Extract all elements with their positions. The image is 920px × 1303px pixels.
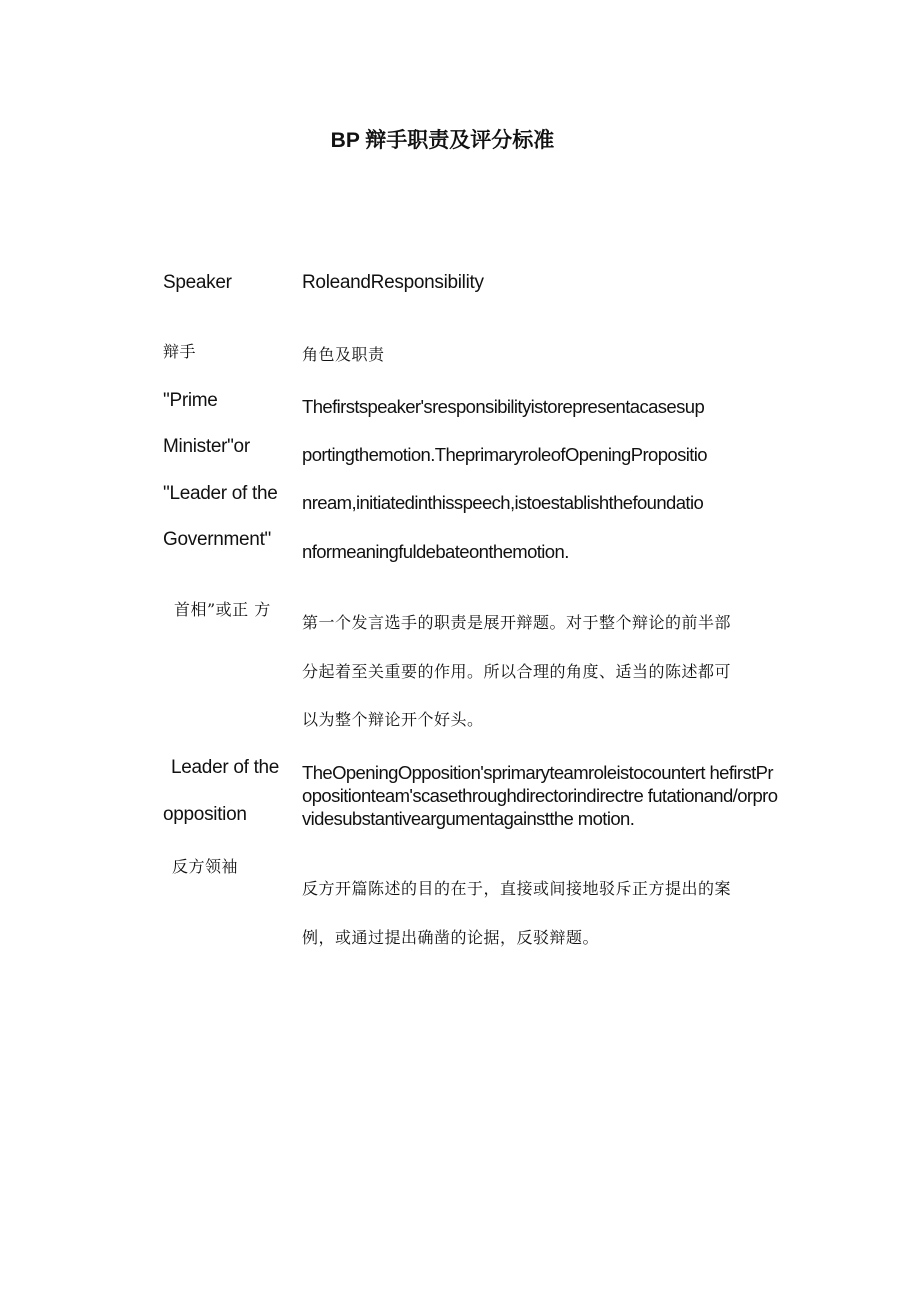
row2-role-en: TheOpeningOpposition'sprimaryteamroleistocountert hefirstPropositionteam'scasethroughdirectorindirectre futationand/orprovidesubstantiveargumentagainstthe motion. bbox=[302, 762, 778, 829]
row1-role-cn-line-2: 分起着至关重要的作用。所以合理的角度、适当的陈述都可 bbox=[302, 662, 732, 681]
row1-role-en-line-3: nream,initiatedinthisspeech,istoestablishthefoundatio bbox=[302, 492, 704, 513]
row2-role-cn-line-1: 反方开篇陈述的目的在于，直接或间接地驳斥正方提出的案 bbox=[302, 879, 732, 898]
row1-role-en-line-1: Thefirstspeaker'sresponsibilityistorepresentacasesup bbox=[302, 396, 705, 417]
row2-speaker-en-line-1: Leader of the bbox=[171, 757, 280, 778]
row2-role-cn-line-2: 例，或通过提出确凿的论据，反驳辩题。 bbox=[302, 928, 600, 947]
row1-speaker-cn: 首相”或正 方 bbox=[174, 600, 271, 619]
header-role-cn: 角色及职责 bbox=[302, 345, 385, 364]
row1-role-en-line-4: nformeaningfuldebateonthemotion. bbox=[302, 541, 569, 562]
document-title: BP 辩手职责及评分标准 bbox=[330, 129, 555, 152]
row1-speaker-en-line-2: Minister"or bbox=[163, 436, 250, 457]
row1-role-en-line-2: portingthemotion.TheprimaryroleofOpeningPropositio bbox=[302, 444, 707, 465]
row1-speaker-en-line-1: "Prime bbox=[163, 390, 218, 411]
row1-speaker-en-line-4: Government" bbox=[163, 529, 271, 550]
row1-role-cn-line-3: 以为整个辩论开个好头。 bbox=[302, 710, 484, 729]
header-speaker-cn: 辩手 bbox=[163, 342, 197, 361]
row1-speaker-en-line-3: "Leader of the bbox=[163, 483, 278, 504]
header-speaker-en: Speaker bbox=[163, 272, 232, 293]
row2-speaker-en-line-2: opposition bbox=[163, 804, 247, 825]
row2-speaker-cn: 反方领袖 bbox=[172, 857, 239, 876]
header-role-en: RoleandResponsibility bbox=[302, 272, 484, 293]
row1-role-cn-line-1: 第一个发言选手的职责是展开辩题。对于整个辩论的前半部 bbox=[302, 613, 732, 632]
